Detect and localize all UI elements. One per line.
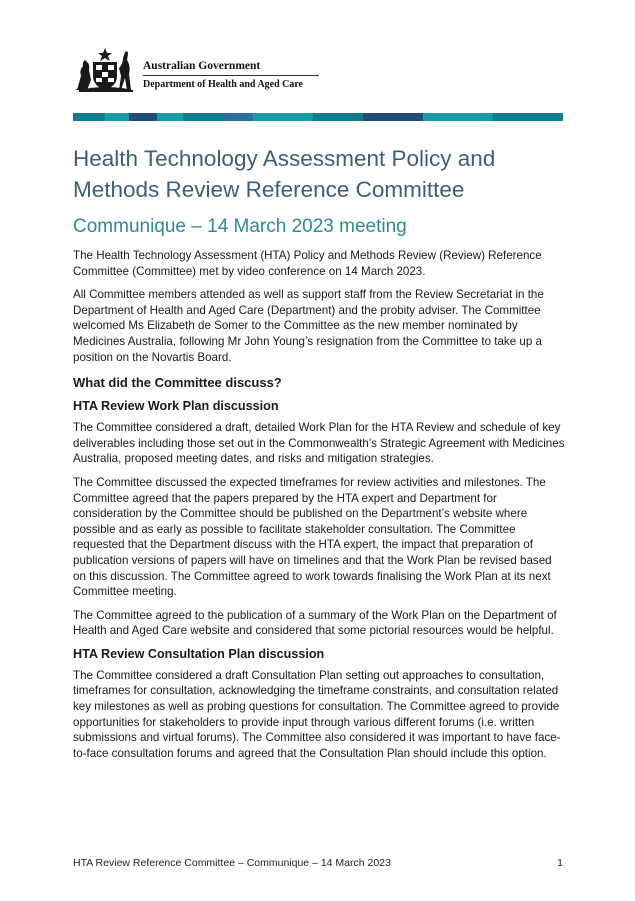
main-content [73,248,565,769]
color-segment [129,113,157,121]
coat-of-arms-icon [73,46,137,92]
page-subtitle: Communique – 14 March 2023 meeting [73,216,407,237]
work-plan-paragraph: The Committee considered a draft, detailed Work Plan for the HTA Review and schedule of key deliverables including those set out in the Commonwealth’s Strategic Agreement with Medicines Australia, proposed meeting dates, and risks and mitigation strategies. [73,421,565,466]
consultation-plan-paragraph: The Committee considered a draft Consultation Plan setting out approaches to consultation, timeframes for consultation, acknowledging the timeframe constraints, and consultation related key milestones as well as probing questions for consultation. The Committee agreed to provide opportunities for stakeholders to provide input through various different forums (i.e. written submissions and virtual forums). The Committee also considered it was important to have face-to-face consultation forums and agreed that the Consultation Plan should include this option. [73,668,561,760]
section-heading: What did the Committee discuss? [73,375,282,391]
color-segment [363,113,423,121]
consultation-plan-heading: HTA Review Consultation Plan discussion [73,646,325,661]
work-plan-paragraph: The Committee agreed to the publication of a summary of the Work Plan on the Department of Health and Aged Care website and considered that some pictorial resources would be helpful. [73,608,557,638]
decorative-color-bar [73,113,563,121]
page-header [73,44,563,99]
intro-paragraph: The Health Technology Assessment (HTA) Policy and Methods Review (Review) Reference Committee (Committee) met by video conference on 14 March 2023. [73,249,542,278]
color-segment [183,113,223,121]
color-segment [423,113,493,121]
government-name: Australian Government [143,60,261,72]
color-segment [493,113,563,121]
page-title: Health Technology Assessment Policy and Methods Review Reference Committee [73,146,496,202]
color-segment [157,113,183,121]
intro-paragraph: All Committee members attended as well as support staff from the Review Secretariat in the Department of Health and Aged Care (Department) and the probity adviser. The Committee welcomed Ms Elizabeth de Somer to the Committee as the new member nominated by Medicines Australia, following Mr John Young’s resignation from the Committee to take up a position on the Novartis Board. [73,288,544,364]
page-footer [73,857,563,871]
header-divider [143,75,319,76]
color-segment [223,113,253,121]
page-number: 1 [557,857,563,869]
footer-text: HTA Review Reference Committee – Communique – 14 March 2023 [73,857,391,869]
department-name: Department of Health and Aged Care [143,79,304,90]
color-segment [105,113,129,121]
color-segment [313,113,363,121]
work-plan-heading: HTA Review Work Plan discussion [73,399,279,414]
color-segment [73,113,105,121]
work-plan-paragraph: The Committee discussed the expected timeframes for review activities and milestones. The Committee agreed that the papers prepared by the HTA expert and Department for consideration by the Committee should be published on the Department’s website where possible and as early as possible to facilitate stakeholder consultation. The Committee requested that the Department discuss with the HTA expert, the impact that preparation of publication versions of papers will have on timelines and that the Work Plan be revised based on this discussion. The Committee agreed to work towards finalising the Work Plan at its next Committee meeting. [73,475,552,599]
color-segment [253,113,313,121]
